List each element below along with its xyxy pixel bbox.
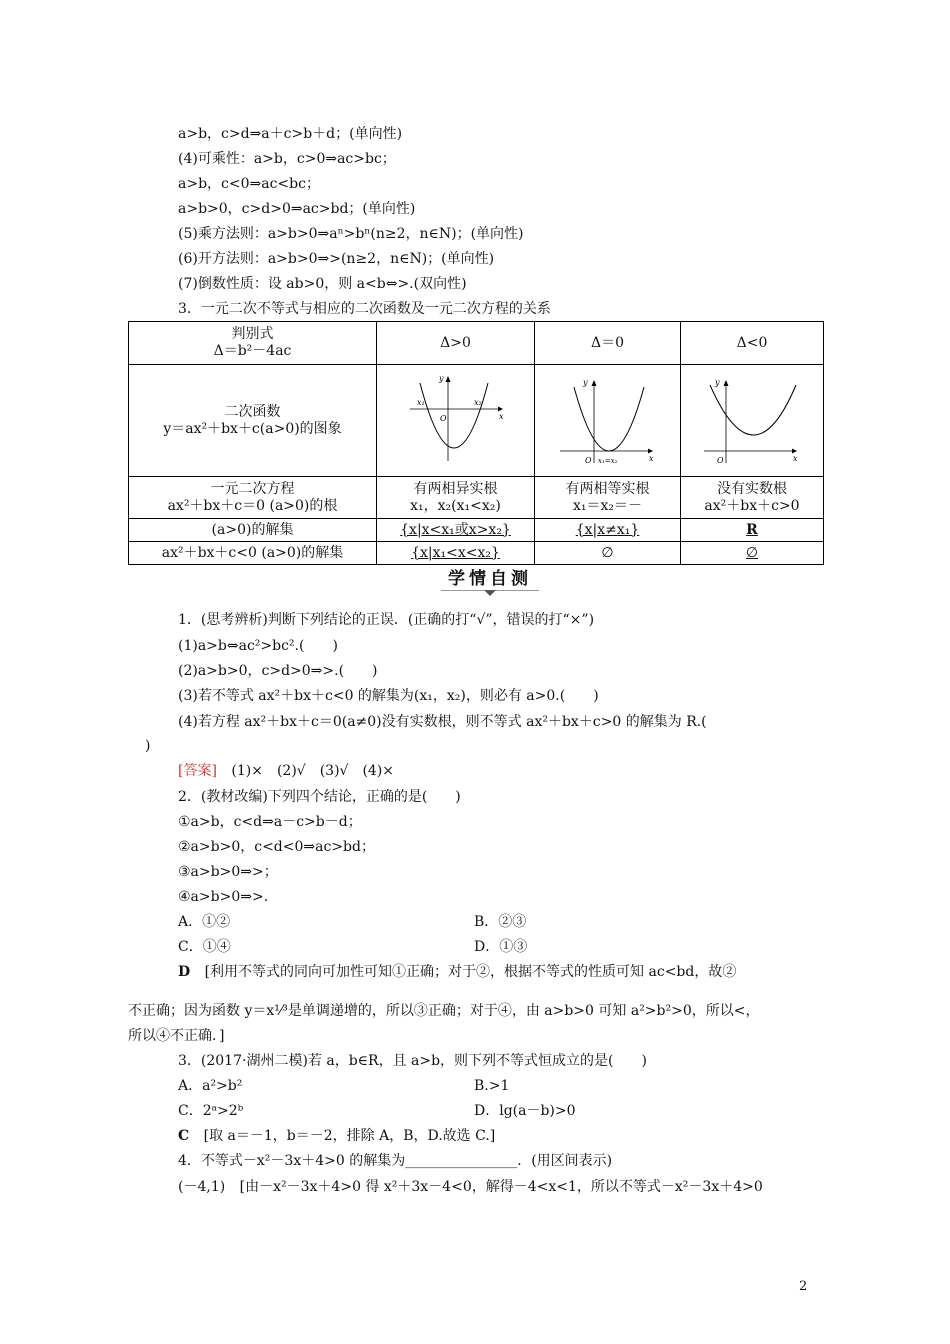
question-3-option-c: C．2ᵃ>2ᵇ [178,1103,244,1119]
axis-label-x: x [648,454,654,463]
root-label-x2: x₂ [473,398,482,407]
cell-text: y＝ax²＋bx＋c(a>0)的图象 [163,420,342,437]
axis-label-y: y [582,378,588,387]
answer-letter: C [178,1128,190,1144]
table-cell: ∅ [681,542,824,565]
answer-interval: (－4,1) [178,1179,226,1195]
axis-label-y: y [715,378,720,387]
question-1-part-2: (2)a>b>0，c>d>0⇒>.( ) [178,663,378,679]
table-cell: Δ<0 [681,322,824,365]
property-line-root-rule: (6)开方法则：a>b>0⇒>(n≥2，n∈N)；(单向性) [178,251,495,267]
property-line-positive-product: a>b>0，c>d>0⇒ac>bd；(单向性) [178,201,416,217]
table-row [129,542,824,565]
explanation-text: [利用不等式的同向可加性可知①正确；对于②，根据不等式的性质可知 ac<bd，故② [204,964,737,980]
axis-label-x: x [498,412,504,421]
parabola-no-root-graph [700,373,804,468]
question-3-stem: 3．(2017·湖州二模)若 a，b∈R，且 a>b，则下列不等式恒成立的是( ) [178,1053,647,1069]
cell-text: 没有实数根 [717,480,787,497]
answer-letter: D [178,964,191,980]
question-3-option-a: A．a²>b² [178,1078,243,1094]
section-3-heading: 3．一元二次不等式与相应的二次函数及一元二次方程的关系 [178,301,551,317]
table-cell [129,322,377,365]
question-2-option-d: D．①③ [474,939,528,955]
cell-text: x₁＝x₂＝－ [572,497,642,514]
property-line-negative-multiplier: a>b，c<0⇒ac<bc； [178,176,320,192]
question-3-explanation [178,1127,495,1145]
cell-text: 有两相异实根 [413,480,498,497]
cell-text: ax²＋bx＋c＝0 (a>0)的根 [167,497,338,514]
question-1-answer [178,762,394,780]
table-row [129,519,824,542]
axis-label-x: x [793,454,798,463]
question-2-option-a: A．①② [178,914,231,930]
explanation-text: [由－x²－3x＋4>0 得 x²＋3x－4<0，解得－4<x<1，所以不等式－x²－3x＋4>0 [239,1179,763,1195]
table-cell [129,365,377,477]
parabola-two-roots-graph [406,373,506,468]
table-cell [535,365,681,477]
table-cell: {x|x₁<x<x₂} [377,542,535,565]
cell-text: 二次函数 [224,403,281,420]
question-2-statement-3: ③a>b>0⇒>； [178,864,278,880]
question-2-statement-4: ④a>b>0⇒>. [178,889,269,905]
question-2-option-c: C．①④ [178,939,231,955]
root-label-x1: x₁ [416,398,425,407]
property-line-additive: a>b，c>d⇒a＋c>b＋d；(单向性) [178,126,403,142]
table-cell: Δ>0 [377,322,535,365]
cell-text: 一元二次方程 [210,480,295,497]
table-cell [535,477,681,519]
explanation-text: [取 a＝－1，b＝－2，排除 A，B，D.故选 C.] [203,1128,496,1144]
cell-text: 判别式 [231,326,274,342]
cell-text: x₁，x₂(x₁<x₂) [410,497,501,514]
table-cell [129,477,377,519]
cell-text: Δ＝b²－4ac [213,343,292,359]
table-cell: ∅ [535,542,681,565]
section-title: 学情自测 [448,569,532,589]
question-2-statement-1: ①a>b，c<d⇒a－c>b－d； [178,814,362,830]
table-cell: {x|x<x₁或x>x₂} [377,519,535,542]
quadratic-relation-table [128,321,824,565]
question-1-stem: 1．(思考辨析)判断下列结论的正误．(正确的打“√”，错误的打“×”) [178,612,595,628]
question-3-option-d: D．lg(a－b)>0 [474,1103,576,1119]
self-test-banner [441,569,539,597]
question-2-explanation-line-2: 不正确；因为函数 y＝x¹⁄³是单调递增的，所以③正确；对于④，由 a>b>0 可知 a²>b²>0，所以<， [128,1003,760,1019]
answer-label: [答案] [178,763,217,779]
origin-label: O [584,456,592,465]
question-2-stem: 2．(教材改编)下列四个结论，正确的是( ) [178,789,461,805]
table-cell: {x|x≠x₁} [535,519,681,542]
page-number: 2 [799,1279,808,1294]
question-3-option-b: B.>1 [474,1078,510,1094]
property-line-multiplicative: (4)可乘性：a>b，c>0⇒ac>bc； [178,151,396,167]
question-1-part-4: (4)若方程 ax²＋bx＋c＝0(a≠0)没有实数根，则不等式 ax²＋bx＋c>0 的解集为 R.( [178,714,707,730]
table-row [129,365,824,477]
table-row [129,477,824,519]
table-cell [681,365,824,477]
table-cell: ax²＋bx＋c<0 (a>0)的解集 [129,542,377,565]
property-line-power-rule: (5)乘方法则：a>b>0⇒aⁿ>bⁿ(n≥2，n∈N)；(单向性) [178,226,524,242]
table-cell: Δ＝0 [535,322,681,365]
cell-text: 有两相等实根 [565,480,650,497]
parabola-double-root-graph [556,373,660,468]
origin-label: O [717,456,724,465]
question-2-statement-2: ②a>b>0，c<d<0⇒ac>bd； [178,839,375,855]
origin-label: O [439,414,447,423]
table-cell [681,477,824,519]
axis-label-y: y [438,374,444,383]
triangle-down-icon [484,590,496,596]
double-root-label: x₁=x₂ [597,457,617,465]
table-cell [377,365,535,477]
table-row [129,322,824,365]
question-1-part-4-close: ) [145,738,151,754]
cell-text: ax²＋bx＋c>0 [704,497,800,514]
answer-text: (1)× (2)√ (3)√ (4)× [231,763,395,779]
property-line-reciprocal: (7)倒数性质：设 ab>0，则 a<b⇔>.(双向性) [178,276,467,292]
table-cell: (a>0)的解集 [129,519,377,542]
question-2-option-b: B．②③ [474,914,527,930]
table-cell [377,477,535,519]
question-1-part-1: (1)a>b⇔ac²>bc².( ) [178,638,338,654]
question-4-stem: 4．不等式－x²－3x＋4>0 的解集为________________．(用区间表示) [178,1153,613,1169]
question-1-part-3: (3)若不等式 ax²＋bx＋c<0 的解集为(x₁，x₂)，则必有 a>0.( ) [178,688,599,704]
table-cell: R [681,519,824,542]
question-4-explanation [178,1178,763,1196]
question-2-explanation-line-1 [178,963,736,981]
question-2-explanation-line-3: 所以④不正确．] [128,1028,225,1044]
